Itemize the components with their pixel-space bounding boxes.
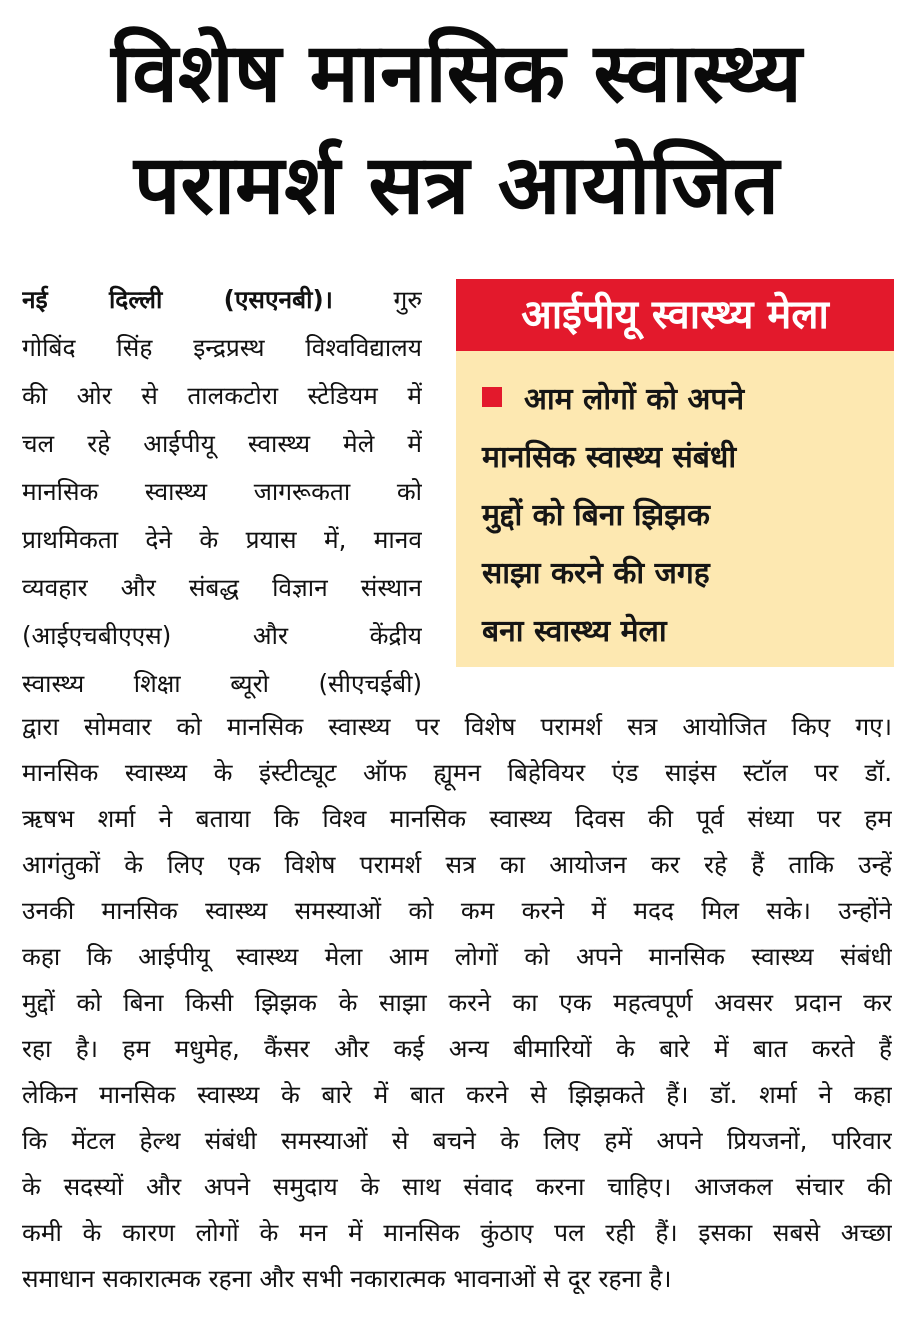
article-body-line: उनकी मानसिक स्वास्थ्य समस्याओं को कम करने में मदद मिल सके। उन्होंने [22, 896, 892, 925]
article-body-line: समाधान सकारात्मक रहना और सभी नकारात्मक भावनाओं से दूर रहना है। [22, 1264, 672, 1293]
highlight-box-heading: आईपीयू स्वास्थ्य मेला [456, 279, 894, 351]
article-intro-line: की ओर से तालकटोरा स्टेडियम में [22, 381, 422, 410]
highlight-line [482, 371, 882, 429]
article-body-line: ऋषभ शर्मा ने बताया कि विश्व मानसिक स्वास्थ्य दिवस की पूर्व संध्या पर हम [22, 804, 892, 833]
article-body-line: के सदस्यों और अपने समुदाय के साथ संवाद करना चाहिए। आजकल संचार की [22, 1172, 892, 1201]
headline [10, 18, 903, 242]
article-body-line: आगंतुकों के लिए एक विशेष परामर्श सत्र का आयोजन कर रहे हैं ताकि उन्हें [22, 850, 892, 879]
article-body [22, 704, 892, 1302]
highlight-box-body [482, 371, 882, 661]
article-body-line: कमी के कारण लोगों के मन में मानसिक कुंठाए पल रही हैं। इसका सबसे अच्छा [22, 1218, 892, 1247]
article-intro-line: मानसिक स्वास्थ्य जागरूकता को [22, 477, 422, 506]
headline-line-2: परामर्श सत्र आयोजित [133, 138, 780, 233]
highlight-box [456, 279, 894, 667]
highlight-line: साझा करने की जगह [482, 556, 710, 591]
article-intro-line: गोबिंद सिंह इन्द्रप्रस्थ विश्वविद्यालय [22, 333, 422, 362]
article-intro-line: प्राथमिकता देने के प्रयास में, मानव [22, 525, 422, 554]
article-intro-line: (आईएचबीएएस) और केंद्रीय [22, 621, 422, 650]
article-body-line: मानसिक स्वास्थ्य के इंस्टीट्यूट ऑफ ह्यूमन बिहेवियर एंड साइंस स्टॉल पर डॉ. [22, 758, 892, 787]
headline-line-1: विशेष मानसिक स्वास्थ्य [111, 26, 802, 121]
article-body-line: कहा कि आईपीयू स्वास्थ्य मेला आम लोगों को अपने मानसिक स्वास्थ्य संबंधी [22, 942, 892, 971]
dateline: नई दिल्ली (एसएनबी)। [22, 285, 333, 314]
article-intro-line: चल रहे आईपीयू स्वास्थ्य मेले में [22, 429, 422, 458]
article-intro [22, 276, 422, 708]
highlight-line: मुद्दों को बिना झिझक [482, 498, 710, 533]
highlight-line: मानसिक स्वास्थ्य संबंधी [482, 440, 737, 475]
article-body-line: द्वारा सोमवार को मानसिक स्वास्थ्य पर विशेष परामर्श सत्र आयोजित किए गए। [22, 712, 892, 741]
article-body-line: रहा है। हम मधुमेह, कैंसर और कई अन्य बीमारियों के बारे में बात करते हैं [22, 1034, 892, 1063]
highlight-line: बना स्वास्थ्य मेला [482, 614, 667, 649]
article-body-line: कि मेंटल हेल्थ संबंधी समस्याओं से बचने के लिए हमें अपने प्रियजनों, परिवार [22, 1126, 892, 1155]
article-body-line: मुद्दों को बिना किसी झिझक के साझा करने का एक महत्वपूर्ण अवसर प्रदान कर [22, 988, 892, 1017]
highlight-text: आम लोगों को अपने [524, 382, 745, 417]
square-bullet-icon [482, 387, 502, 407]
article-body-line: लेकिन मानसिक स्वास्थ्य के बारे में बात करने से झिझकते हैं। डॉ. शर्मा ने कहा [22, 1080, 892, 1109]
article-intro-line-1 [22, 276, 422, 324]
article-intro-line: स्वास्थ्य शिक्षा ब्यूरो (सीएचईबी) [22, 669, 422, 698]
article-intro-line: व्यवहार और संबद्ध विज्ञान संस्थान [22, 573, 422, 602]
article-text: गुरु [393, 285, 422, 314]
